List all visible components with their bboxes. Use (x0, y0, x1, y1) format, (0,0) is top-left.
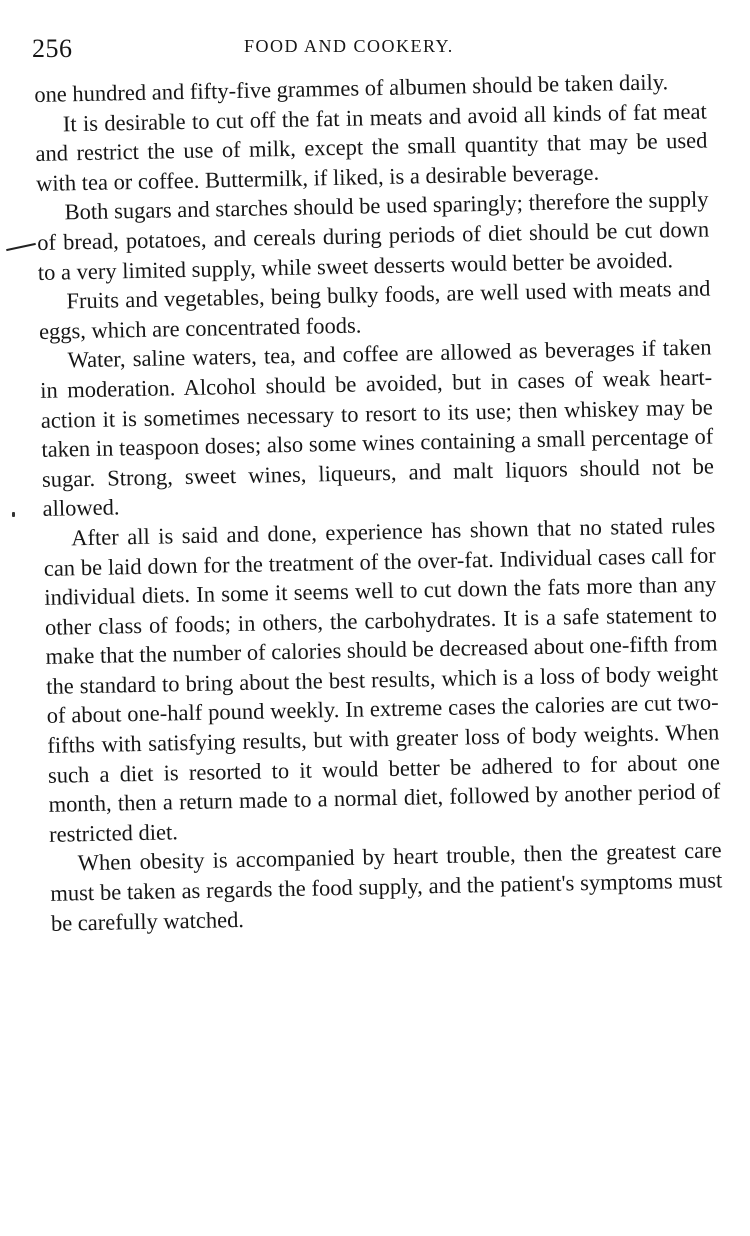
page-number: 256 (32, 34, 73, 63)
paragraph-4: Fruits and vegetables, being bulky foods, are well used with meats and eggs, which are concentrated foods. (38, 275, 711, 344)
body-text (34, 67, 723, 939)
ink-speck (12, 512, 15, 517)
paragraph-3: Both sugars and starches should be used sparingly; therefore the supply of bread, potatoes, and cereals during periods of diet should be cut down to a very limited supply, while sweet desserts would better be avoided. (37, 186, 710, 285)
paragraph-2: It is desirable to cut off the fat in meats and avoid all kinds of fat meat and restrict the use of milk, except the small quantity that may be used with tea or coffee. Buttermilk, if liked, is a desirable beverage. (35, 98, 708, 196)
paragraph-1: one hundred and fifty-five grammes of albumen should be taken daily. (34, 69, 669, 107)
running-head: FOOD AND COOKERY. (244, 36, 454, 56)
page-header (32, 28, 712, 68)
paragraph-5: Water, saline waters, tea, and coffee are allowed as beverages if taken in moderation. Alcohol should be avoided, but in cases of weak heart-action it is sometimes necessary to resort to its use; then whiskey may be taken in teaspoon doses; also some wines containing a small percentage of sugar. Strong, sweet wines, liqueurs, and malt liquors should not be allowed. (39, 334, 715, 522)
paragraph-7: When obesity is accompanied by heart trouble, then the greatest care must be taken as regards the food supply, and the patient's symptoms must be carefully watched. (50, 837, 723, 936)
paragraph-6: After all is said and done, experience has shown that no stated rules can be laid down for the treatment of the over-fat. Individual cases call for individual diets. In some it seems well to cut down the fats more than any other class of foods; in others, the carbohydrates. It is a safe statement to make that the number of calories should be decreased about one-fifth from the standard to bring about the best results, which is a loss of body weight of about one-half pound weekly. In extreme cases the calories are cut two-fifths with satisfying results, but with greater loss of body weights. When such a diet is resorted to it would better be adhered to for about one month, then a return made to a normal diet, followed by another period of restricted diet. (43, 512, 721, 847)
margin-pencil-mark (6, 243, 36, 251)
